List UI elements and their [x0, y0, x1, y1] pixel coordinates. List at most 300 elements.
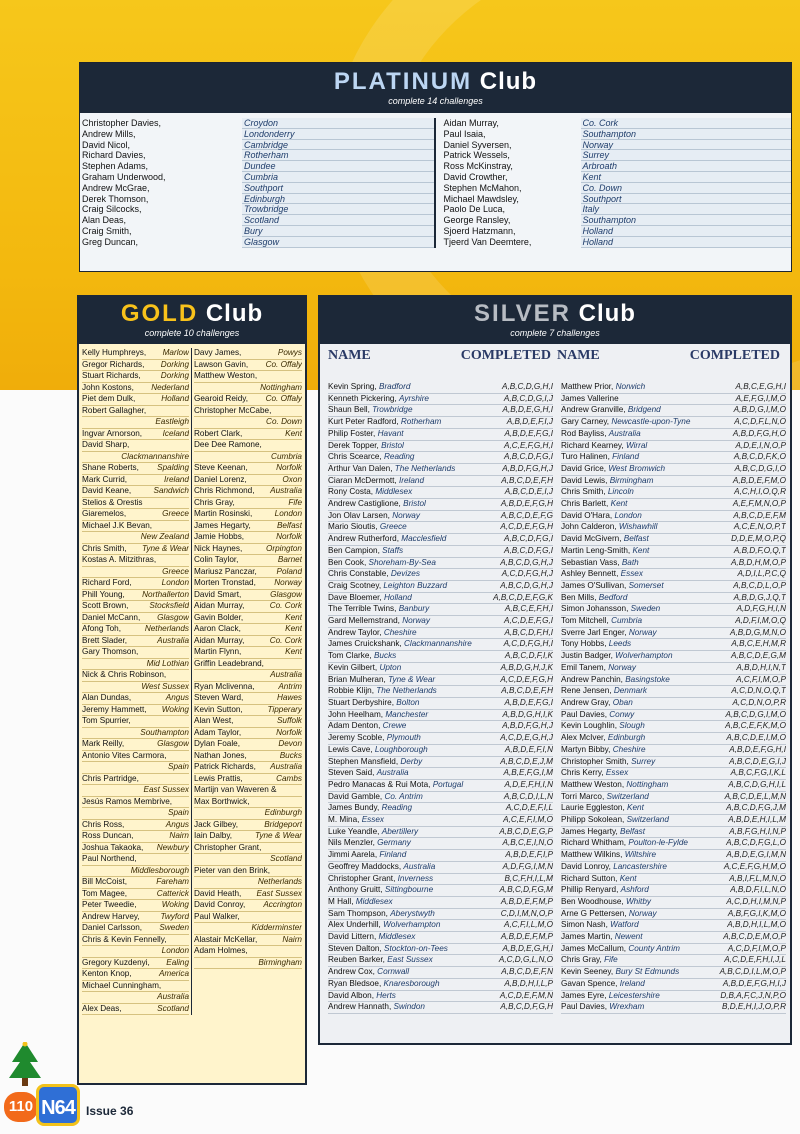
- member-location: Nottingham: [626, 779, 669, 789]
- gold-row: [194, 751, 302, 763]
- member-location: Wishawhill: [618, 522, 658, 532]
- silver-row: [328, 838, 553, 850]
- gold-row: [82, 682, 189, 694]
- silver-row: [561, 394, 786, 406]
- challenges-completed: A,C,F,I,M,O,P: [736, 674, 786, 684]
- silver-row: [561, 909, 786, 921]
- member-location: Southport: [242, 183, 434, 194]
- member-name: Martin Rosinski,: [194, 509, 253, 518]
- gold-row: [82, 360, 189, 372]
- gold-row: [82, 923, 189, 935]
- member-name: Ciaran McDermott,: [328, 475, 397, 485]
- member-name: Pieter van den Brink,: [194, 865, 271, 875]
- member-name: Phillip Renyard,: [561, 885, 619, 895]
- member-location: Stocksfield: [149, 601, 189, 610]
- silver-row: [328, 405, 553, 417]
- challenges-completed: A,B,D,E,F,M,P: [500, 932, 553, 942]
- gold-row: [82, 371, 189, 383]
- member-name: Ben Campion,: [328, 545, 380, 555]
- member-name: Reuben Barker,: [328, 955, 385, 965]
- member-name: Joshua Takaoka,: [82, 842, 144, 852]
- challenges-completed: A,B,C,D,E,L,M,N: [724, 791, 786, 801]
- member-name: Brett Slader,: [82, 635, 128, 645]
- member-entry: [561, 511, 642, 522]
- silver-row: [328, 967, 553, 979]
- challenges-completed: A,B,D,F,O,Q,T: [733, 545, 786, 555]
- member-entry: [328, 955, 433, 966]
- silver-row: [328, 675, 553, 687]
- member-name: Phill Young,: [82, 589, 125, 599]
- challenges-completed: A,B,C,D,E,F,M: [733, 510, 786, 520]
- challenges-completed: D,B,A,F,C,J,N,P,O: [720, 990, 786, 1000]
- member-name: Patrick Wessels,: [443, 150, 510, 161]
- member-entry: [328, 932, 415, 943]
- member-entry: [328, 616, 430, 627]
- silver-row: [328, 955, 553, 967]
- member-name: Peter Tweedie,: [82, 900, 137, 909]
- silver-row: [561, 663, 786, 675]
- member-name: David O'Hara,: [561, 510, 613, 520]
- member-entry: [561, 651, 673, 662]
- gold-row: [194, 682, 302, 694]
- challenges-completed: A,B,C,D,F,G,L,O: [726, 838, 786, 848]
- member-name: Max Borthwick,: [194, 796, 250, 806]
- silver-row: [328, 499, 553, 511]
- member-name: David Keane,: [82, 486, 132, 495]
- member-entry: [328, 382, 410, 393]
- challenges-completed: A,B,C,F,G,I,K,L: [730, 768, 786, 778]
- member-location: America: [158, 969, 189, 978]
- gold-row: [82, 406, 189, 418]
- member-location: Birmingham: [258, 957, 302, 967]
- challenges-completed: A,B,C,D,E,M,O,P: [723, 932, 786, 942]
- member-location: Australia: [270, 486, 302, 495]
- silver-row: [561, 745, 786, 757]
- gold-row: [82, 452, 189, 464]
- gold-row: [82, 739, 189, 751]
- member-entry: [561, 675, 670, 686]
- challenges-completed: A,C,D,H,I,M,N,P: [726, 896, 786, 906]
- gold-row: [194, 877, 302, 889]
- member-name: Adam Denton,: [328, 721, 381, 731]
- member-name: Andrew Cox,: [328, 967, 375, 977]
- member-entry: [328, 862, 435, 873]
- challenges-completed: A,D,E,I,N,O,P: [735, 440, 786, 450]
- challenges-completed: A,C,D,N,O,P,R: [732, 697, 786, 707]
- gold-row: [82, 567, 189, 579]
- silver-row: [328, 885, 553, 897]
- member-location: Holland: [581, 237, 792, 248]
- member-location: Holland: [161, 394, 189, 403]
- gold-row: [82, 693, 189, 705]
- member-name: Simon Johansson,: [561, 604, 629, 614]
- gold-row: [194, 647, 302, 659]
- gold-left-list: [82, 348, 192, 1015]
- member-location: Nairn: [169, 831, 189, 840]
- member-location: New Zealand: [140, 532, 189, 541]
- member-location: Oban: [612, 697, 633, 707]
- silver-row: [561, 534, 786, 546]
- member-name: Daniel Lorenz,: [194, 474, 247, 484]
- member-location: Scotland: [270, 854, 302, 863]
- member-location: Co. Cork: [269, 635, 302, 645]
- gold-row: [82, 958, 189, 970]
- gold-row: [82, 774, 189, 786]
- challenges-completed: A,B,D,E,F,G,I: [504, 697, 553, 707]
- silver-row: [561, 710, 786, 722]
- challenges-completed: A,C,F,I,L,M,O: [504, 920, 553, 930]
- challenges-completed: A,C,E,F,G,H,M,O: [723, 861, 786, 871]
- member-location: Holland: [581, 226, 792, 237]
- challenges-completed: A,C,D,E,F,H,I,J,L: [724, 955, 786, 965]
- silver-row: [561, 698, 786, 710]
- member-location: Clackmannanshire: [404, 639, 472, 649]
- member-location: Whitby: [625, 896, 651, 906]
- silver-row: [561, 733, 786, 745]
- member-location: Knaresborough: [383, 978, 440, 988]
- silver-row: [561, 429, 786, 441]
- gold-row: [194, 440, 302, 452]
- gold-row: [82, 705, 189, 717]
- member-name: Paul Davies,: [561, 709, 607, 719]
- member-name: Luke Yeandle,: [328, 826, 380, 836]
- challenges-completed: A,B,C,D,E,I,J: [504, 487, 553, 497]
- gold-row: [194, 912, 302, 924]
- member-entry: [328, 780, 463, 791]
- member-name: Chris Kerry,: [561, 768, 604, 778]
- member-location: Reading: [381, 803, 413, 813]
- member-entry: [328, 499, 426, 510]
- member-name: Richard Ford,: [82, 578, 132, 587]
- member-entry: [328, 850, 406, 861]
- member-entry: [328, 569, 420, 580]
- member-name: Gavan Spence,: [561, 978, 618, 988]
- member-location: Finland: [612, 452, 639, 462]
- member-name: Nick & Chris Robinson,: [82, 670, 167, 679]
- silver-row: [561, 511, 786, 523]
- member-name: Kevin Loughlin,: [561, 721, 617, 731]
- silver-row: [561, 792, 786, 804]
- member-location: Southampton: [581, 215, 792, 226]
- silver-row: [561, 628, 786, 640]
- challenges-completed: A,B,C,D,F,H,I: [504, 627, 553, 637]
- member-entry: [328, 476, 424, 487]
- member-name: Chris Barlett,: [561, 499, 609, 509]
- challenges-completed: A,B,C,D,G,I,M,O: [725, 709, 786, 719]
- silver-row: [561, 441, 786, 453]
- member-location: Glasgow: [270, 589, 302, 599]
- member-name: Ross McKinstray,: [443, 161, 513, 172]
- gold-row: [82, 889, 189, 901]
- member-location: Middlesex: [378, 932, 416, 942]
- col-name-right: NAME: [557, 348, 600, 363]
- member-location: Wiltshire: [624, 850, 657, 860]
- silver-row: [328, 897, 553, 909]
- member-entry: [328, 827, 418, 838]
- member-name: Rene Jensen,: [561, 686, 612, 696]
- member-name: David Grice,: [561, 463, 607, 473]
- silver-row: [328, 569, 553, 581]
- member-name: Mariusz Panczar,: [194, 566, 257, 576]
- member-entry: [328, 581, 447, 592]
- member-name: Laurie Eggleston,: [561, 803, 625, 813]
- member-name: Andrew Mills,: [82, 128, 136, 139]
- gold-row: [82, 383, 189, 395]
- challenges-completed: A,B,C,D,E,J,M: [500, 756, 553, 766]
- member-name: Justin Badger,: [561, 651, 613, 661]
- member-location: Ireland: [619, 978, 645, 988]
- member-location: Ireland: [163, 474, 189, 484]
- member-name: Christopher Grant,: [328, 873, 396, 883]
- challenges-completed: A,B,C,D,E,G,I,J: [729, 756, 786, 766]
- member-name: Daniel Carlsson,: [82, 923, 143, 932]
- member-location: Essex: [361, 815, 384, 825]
- member-entry: [328, 792, 423, 803]
- member-entry: [561, 909, 657, 920]
- member-entry: [561, 1002, 644, 1013]
- platinum-row: [436, 237, 792, 248]
- gold-row: [194, 716, 302, 728]
- member-entry: [328, 441, 404, 452]
- silver-club-panel: [318, 295, 792, 1045]
- member-entry: [328, 944, 448, 955]
- member-location: Basingstoke: [625, 674, 670, 684]
- member-name: Steven Dalton,: [328, 943, 382, 953]
- platinum-row: [436, 161, 792, 172]
- member-location: Belfast: [276, 520, 302, 530]
- member-location: London: [614, 510, 642, 520]
- challenges-completed: A,B,D,F,G,H,J: [502, 463, 553, 473]
- gold-row: [82, 590, 189, 602]
- silver-row: [328, 604, 553, 616]
- member-entry: [561, 593, 627, 604]
- member-name: Ross Duncan,: [82, 831, 134, 840]
- silver-row: [328, 698, 553, 710]
- member-name: Steven Said,: [328, 768, 375, 778]
- challenges-completed: A,B,C,D,G,I,J: [503, 393, 553, 403]
- member-location: Ealing: [166, 957, 189, 967]
- member-location: Bolton: [396, 697, 420, 707]
- member-entry: [328, 639, 472, 650]
- challenges-completed: A,B,C,D,G,H,I,L: [728, 779, 786, 789]
- member-location: Barnet: [277, 555, 302, 564]
- member-name: Craig Smith,: [82, 225, 132, 236]
- silver-row: [561, 546, 786, 558]
- gold-row: [194, 774, 302, 786]
- member-location: Staffs: [382, 545, 404, 555]
- challenges-completed: A,B,D,G,M,N,O: [730, 627, 786, 637]
- member-name: Lawson Gavin,: [194, 359, 249, 369]
- silver-row: [561, 581, 786, 593]
- member-location: East Sussex: [387, 955, 433, 965]
- member-entry: [328, 991, 396, 1002]
- member-location: Essex: [605, 768, 629, 778]
- challenges-completed: A,B,D,F,G,H,O: [732, 428, 786, 438]
- member-name: Chris Scearce,: [328, 452, 382, 462]
- member-name: James Hegarty,: [561, 826, 618, 836]
- member-location: Trowbridge: [372, 405, 413, 415]
- member-name: Robert Clark,: [194, 428, 243, 438]
- challenges-completed: A,C,E,F,G,H,I: [504, 440, 553, 450]
- member-name: Michael Mawdsley,: [443, 193, 519, 204]
- member-entry: [328, 803, 412, 814]
- challenges-completed: A,B,D,E,F,G,H: [500, 499, 553, 509]
- silver-row: [561, 827, 786, 839]
- member-location: Tipperary: [267, 704, 302, 714]
- member-location: Woking: [161, 704, 189, 714]
- member-entry: [328, 651, 396, 662]
- gold-subtitle: complete 10 challenges: [144, 328, 240, 338]
- gold-row: [194, 521, 302, 533]
- challenges-completed: A,B,D,H,M,O,P: [730, 557, 786, 567]
- gold-right-list: [192, 348, 302, 1015]
- gold-row: [82, 601, 189, 613]
- challenges-completed: A,E,F,G,I,M,O: [735, 393, 786, 403]
- member-name: Aidan Murray,: [443, 118, 499, 128]
- member-name: Robbie Klijn,: [328, 686, 374, 696]
- member-location: Greece: [162, 566, 189, 576]
- member-location: Australia: [608, 428, 641, 438]
- challenges-completed: A,E,F,M,N,O,P: [732, 499, 786, 509]
- member-location: Kent: [285, 647, 302, 656]
- member-name: M. Mina,: [328, 815, 360, 825]
- member-entry: [328, 897, 393, 908]
- member-location: Shoreham-By-Sea: [368, 557, 436, 567]
- challenges-completed: A,B,C,D,E,G,P: [499, 826, 553, 836]
- member-name: Richard Kearney,: [561, 440, 624, 450]
- gold-row: [194, 670, 302, 682]
- member-name: Kevin Spring,: [328, 382, 377, 391]
- gold-row: [82, 498, 189, 510]
- gold-row: [194, 797, 302, 809]
- platinum-row: [80, 118, 434, 129]
- member-location: Norway: [392, 510, 420, 520]
- member-location: Wolverhampton: [383, 920, 441, 930]
- silver-row: [328, 792, 553, 804]
- member-location: Norway: [274, 578, 302, 587]
- silver-row: [328, 920, 553, 932]
- member-entry: [561, 757, 655, 768]
- platinum-row: [436, 183, 792, 194]
- member-location: Marlow: [162, 348, 189, 357]
- silver-row: [328, 733, 553, 745]
- gold-row: [194, 624, 302, 636]
- member-entry: [561, 499, 627, 510]
- silver-row: [328, 1002, 553, 1014]
- gold-row: [82, 992, 189, 1004]
- member-name: Bill McCoist,: [82, 877, 128, 886]
- member-location: Bucks: [373, 651, 397, 661]
- member-name: David Smart,: [194, 589, 242, 599]
- member-name: Geoffrey Maddocks,: [328, 861, 402, 871]
- gold-row: [82, 463, 189, 475]
- gold-row: [194, 544, 302, 556]
- silver-row: [328, 394, 553, 406]
- member-name: George Ransley,: [443, 215, 511, 226]
- member-location: Wirral: [625, 440, 648, 450]
- platinum-left-list: [80, 118, 436, 248]
- member-name: Martyn Bibby,: [561, 744, 611, 754]
- member-location: Kent: [285, 612, 302, 622]
- challenges-completed: A,B,D,E,F,I,P: [505, 850, 553, 860]
- silver-row: [328, 991, 553, 1003]
- gold-row: [194, 728, 302, 740]
- member-location: Sweden: [159, 923, 189, 932]
- silver-row: [328, 803, 553, 815]
- member-location: Co. Down: [581, 183, 792, 194]
- member-name: Daniel McCann,: [82, 612, 141, 622]
- member-name: Jesús Ramos Membrive,: [82, 796, 173, 806]
- silver-row: [561, 874, 786, 886]
- platinum-row: [436, 150, 792, 161]
- silver-row: [561, 757, 786, 769]
- member-name: Rony Costa,: [328, 487, 374, 497]
- member-location: Australia: [270, 762, 302, 771]
- member-location: Portugal: [432, 779, 464, 789]
- challenges-completed: A,B,C,E,H,M,R: [731, 639, 786, 649]
- gold-row: [82, 486, 189, 498]
- member-location: Powys: [277, 348, 302, 357]
- member-location: West Sussex: [141, 681, 189, 691]
- member-location: Cumbria: [611, 616, 643, 626]
- member-name: Emil Tanem,: [561, 662, 606, 672]
- member-entry: [561, 979, 645, 990]
- member-location: Co. Cork: [581, 118, 792, 129]
- member-entry: [561, 616, 642, 627]
- member-location: Middlesex: [355, 896, 393, 906]
- member-name: Gavin Bolder,: [194, 612, 244, 622]
- member-entry: [328, 1002, 425, 1013]
- member-entry: [328, 733, 421, 744]
- challenges-completed: A,C,D,E,F,G,I: [504, 616, 553, 626]
- member-name: Chris Smith,: [82, 543, 127, 553]
- silver-row: [561, 487, 786, 499]
- challenges-completed: A,C,E,F,I,M,O: [503, 815, 553, 825]
- member-location: Switzerland: [606, 791, 649, 801]
- gold-row: [82, 981, 189, 993]
- gold-row: [82, 866, 189, 878]
- member-name: Kurt Peter Radford,: [328, 417, 399, 427]
- member-name: Andrew Gray,: [561, 697, 611, 707]
- member-name: Alex Underhill,: [328, 920, 381, 930]
- member-name: Anthony Gruitt,: [328, 885, 383, 895]
- silver-row: [328, 429, 553, 441]
- col-completed-left: COMPLETED: [460, 348, 551, 363]
- platinum-row: [80, 172, 434, 183]
- silver-row: [561, 464, 786, 476]
- silver-row: [328, 382, 553, 394]
- silver-left-list: [328, 382, 557, 1014]
- gold-row: [194, 923, 302, 935]
- member-location: Cheshire: [383, 627, 417, 637]
- member-location: Surrey: [631, 756, 656, 766]
- gold-row: [194, 820, 302, 832]
- silver-row: [561, 593, 786, 605]
- member-location: Cumbria: [271, 451, 302, 461]
- gold-row: [82, 544, 189, 556]
- member-name: Jeremy Scoble,: [328, 733, 385, 743]
- gold-row: [82, 935, 189, 947]
- member-name: Sam Thompson,: [328, 908, 388, 918]
- challenges-completed: A,D,I,L,P,C,Q: [737, 569, 786, 579]
- gold-row: [82, 969, 189, 981]
- member-location: Edinburgh: [242, 194, 434, 205]
- member-location: Manchester: [385, 709, 429, 719]
- member-name: Martin Flynn,: [194, 647, 242, 656]
- silver-row: [328, 768, 553, 780]
- gold-title: GOLD Club: [120, 300, 264, 327]
- challenges-completed: A,C,D,N,O,Q,T: [731, 686, 786, 696]
